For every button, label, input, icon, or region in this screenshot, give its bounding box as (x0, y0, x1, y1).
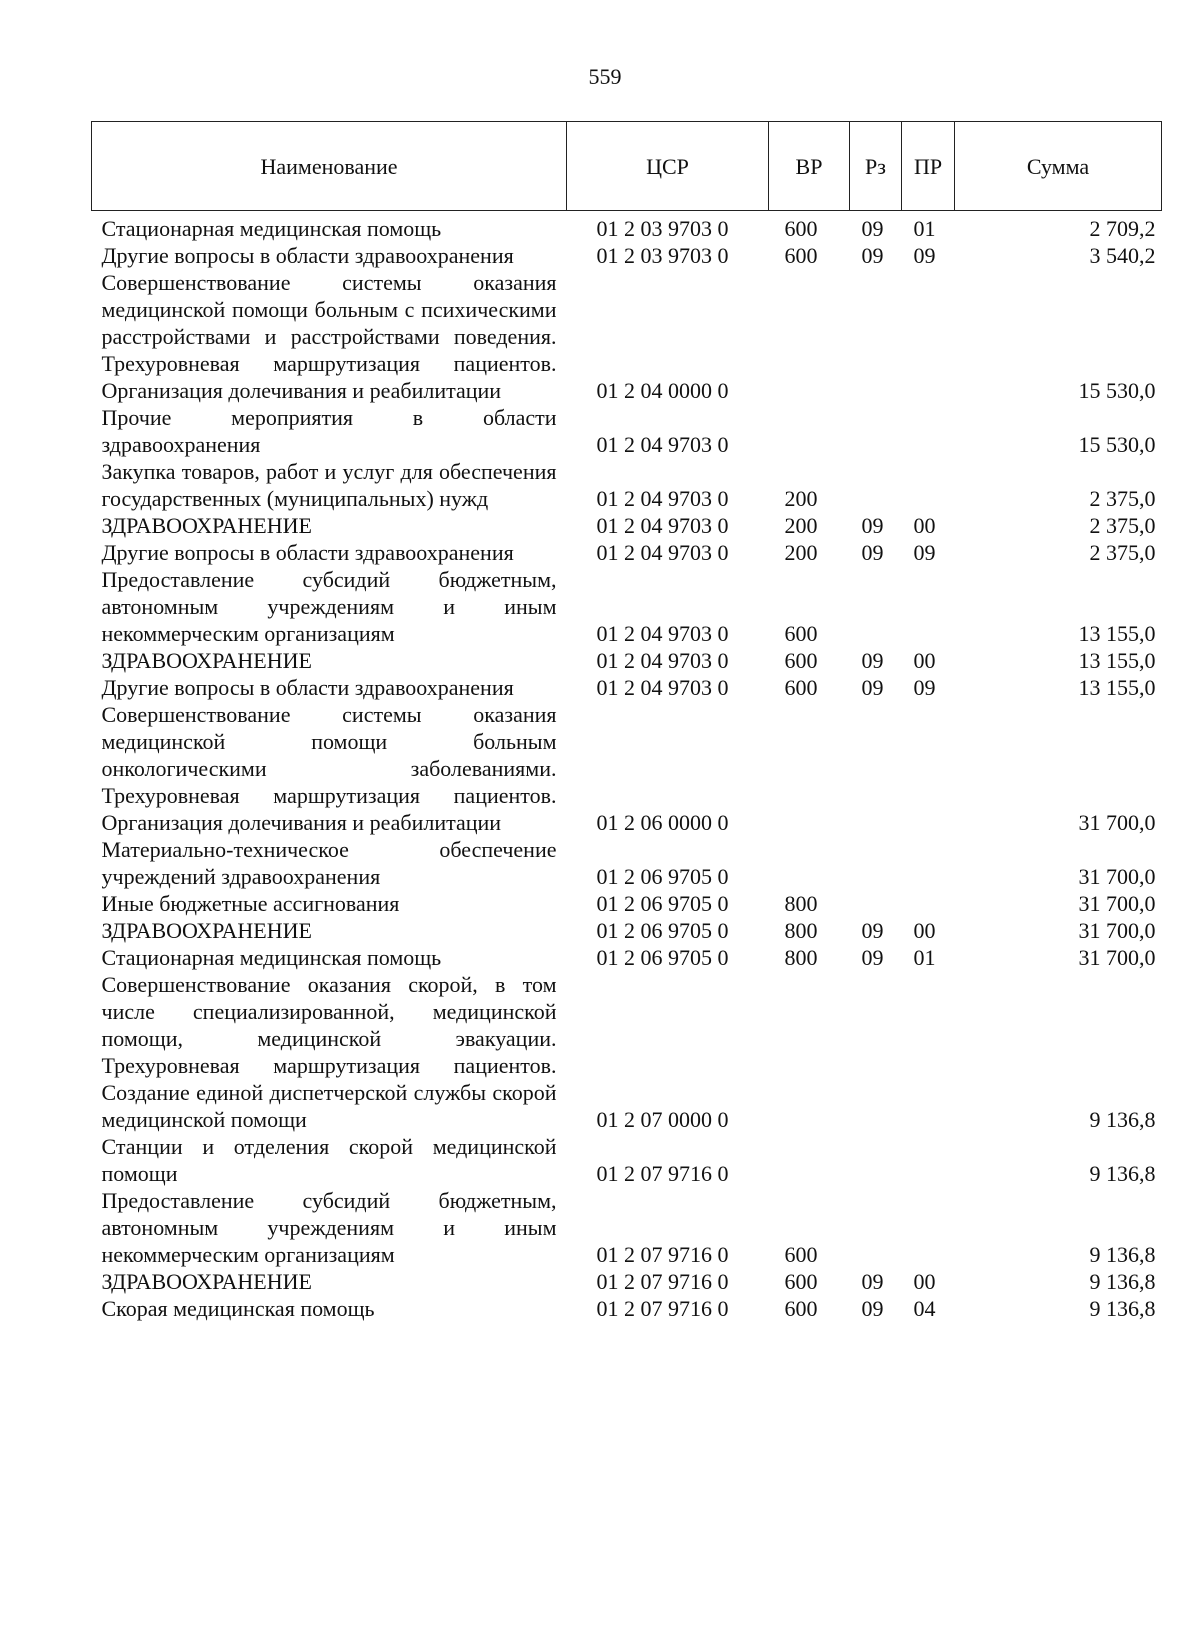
cell-name: Иные бюджетные ассигнования (101, 891, 400, 916)
cell-vr: 600 (784, 621, 818, 646)
cell-pr (902, 404, 955, 458)
header-sum: Сумма (955, 122, 1162, 211)
cell-csr: 01 2 04 9703 0 (596, 675, 729, 700)
cell-csr: 01 2 04 9703 0 (596, 486, 729, 511)
cell-csr: 01 2 06 9705 0 (596, 918, 729, 943)
cell-vr (769, 269, 850, 404)
page-number: 559 (588, 64, 622, 89)
cell-csr: 01 2 04 9703 0 (596, 513, 729, 538)
table-row (92, 836, 1162, 890)
cell-vr: 600 (784, 675, 818, 700)
cell-pr: 00 (913, 513, 936, 538)
cell-rz: 09 (861, 1269, 884, 1294)
cell-csr: 01 2 04 9703 0 (596, 621, 729, 646)
cell-name: Материально-техническое обеспечение учреждений здравоохранения (101, 837, 557, 889)
cell-sum: 13 155,0 (1078, 621, 1156, 646)
cell-rz (850, 701, 902, 836)
budget-table (91, 121, 1162, 1322)
cell-vr: 800 (784, 945, 818, 970)
cell-vr (769, 836, 850, 890)
header-row (92, 122, 1162, 211)
cell-vr: 800 (784, 891, 818, 916)
table-row (92, 971, 1162, 1133)
cell-name: Совершенствование оказания скорой, в том числе специализированной, медицинской помощи, медицинской эвакуации. Трехуровневая маршрутизация пациентов. Создание единой диспетчерской службы скорой медицинской помощи (101, 972, 557, 1132)
table-row (92, 512, 1162, 539)
cell-name: Другие вопросы в области здравоохранения (101, 540, 514, 565)
cell-pr (902, 269, 955, 404)
cell-sum: 13 155,0 (1078, 648, 1156, 673)
cell-sum: 2 709,2 (1089, 216, 1156, 241)
cell-vr: 200 (784, 486, 818, 511)
cell-name: ЗДРАВООХРАНЕНИЕ (101, 918, 312, 943)
cell-csr: 01 2 07 9716 0 (596, 1269, 729, 1294)
cell-sum: 31 700,0 (1078, 810, 1156, 835)
cell-pr: 01 (913, 216, 936, 241)
cell-vr: 600 (784, 216, 818, 241)
cell-rz (850, 566, 902, 647)
cell-vr (769, 1133, 850, 1187)
table-row (92, 890, 1162, 917)
cell-pr: 00 (913, 918, 936, 943)
cell-sum: 2 375,0 (1089, 540, 1156, 565)
cell-vr: 200 (784, 540, 818, 565)
header-rz: Рз (850, 122, 902, 211)
header-pr: ПР (902, 122, 955, 211)
cell-vr (769, 701, 850, 836)
cell-sum: 13 155,0 (1078, 675, 1156, 700)
cell-csr: 01 2 03 9703 0 (596, 216, 729, 241)
header-csr: ЦСР (567, 122, 769, 211)
cell-vr (769, 971, 850, 1133)
cell-vr: 600 (784, 243, 818, 268)
cell-pr: 04 (913, 1296, 936, 1321)
table-row (92, 1268, 1162, 1295)
cell-csr: 01 2 03 9703 0 (596, 243, 729, 268)
table-row (92, 647, 1162, 674)
cell-pr: 09 (913, 540, 936, 565)
cell-sum: 31 700,0 (1078, 864, 1156, 889)
cell-rz: 09 (861, 648, 884, 673)
cell-name: Стационарная медицинская помощь (101, 945, 442, 970)
cell-csr: 01 2 06 9705 0 (596, 891, 729, 916)
cell-sum: 9 136,8 (1089, 1269, 1156, 1294)
cell-rz: 09 (861, 243, 884, 268)
cell-csr: 01 2 07 9716 0 (596, 1242, 729, 1267)
table-row (92, 1133, 1162, 1187)
cell-csr: 01 2 06 9705 0 (596, 945, 729, 970)
cell-name: Совершенствование системы оказания медицинской помощи больным с психическими расстройствами и расстройствами поведения. Трехуровневая маршрутизация пациентов. Организация долечивания и реабилитации (101, 270, 557, 403)
cell-name: Предоставление субсидий бюджетным, автономным учреждениям и иным некоммерческим организациям (101, 1188, 557, 1267)
cell-vr: 600 (784, 648, 818, 673)
cell-sum: 9 136,8 (1089, 1296, 1156, 1321)
cell-vr: 600 (784, 1296, 818, 1321)
header-name: Наименование (92, 122, 567, 211)
cell-rz (850, 836, 902, 890)
cell-vr (769, 404, 850, 458)
table-row (92, 1187, 1162, 1268)
cell-sum: 3 540,2 (1089, 243, 1156, 268)
cell-name: Предоставление субсидий бюджетным, автономным учреждениям и иным некоммерческим организациям (101, 567, 557, 646)
cell-pr (902, 890, 955, 917)
cell-rz: 09 (861, 675, 884, 700)
cell-pr (902, 458, 955, 512)
cell-rz (850, 404, 902, 458)
cell-name: ЗДРАВООХРАНЕНИЕ (101, 648, 312, 673)
table-body (92, 211, 1162, 1323)
cell-csr: 01 2 04 9703 0 (596, 540, 729, 565)
cell-rz (850, 458, 902, 512)
cell-pr (902, 566, 955, 647)
cell-sum: 9 136,8 (1089, 1107, 1156, 1132)
table-row (92, 269, 1162, 404)
cell-pr: 00 (913, 1269, 936, 1294)
cell-rz: 09 (861, 540, 884, 565)
cell-rz: 09 (861, 945, 884, 970)
table-row (92, 211, 1162, 243)
table-row (92, 404, 1162, 458)
cell-vr: 600 (784, 1269, 818, 1294)
cell-pr (902, 1133, 955, 1187)
cell-rz: 09 (861, 918, 884, 943)
table-row (92, 1295, 1162, 1322)
cell-pr (902, 701, 955, 836)
cell-sum: 9 136,8 (1089, 1161, 1156, 1186)
cell-rz: 09 (861, 1296, 884, 1321)
cell-rz (850, 890, 902, 917)
cell-sum: 2 375,0 (1089, 513, 1156, 538)
cell-sum: 31 700,0 (1078, 891, 1156, 916)
table-row (92, 701, 1162, 836)
table-row (92, 242, 1162, 269)
cell-pr: 00 (913, 648, 936, 673)
cell-csr: 01 2 04 9703 0 (596, 648, 729, 673)
cell-name: Стационарная медицинская помощь (101, 216, 442, 241)
cell-pr (902, 836, 955, 890)
cell-sum: 9 136,8 (1089, 1242, 1156, 1267)
cell-sum: 15 530,0 (1078, 378, 1156, 403)
cell-sum: 2 375,0 (1089, 486, 1156, 511)
cell-name: Другие вопросы в области здравоохранения (101, 243, 514, 268)
cell-name: Закупка товаров, работ и услуг для обеспечения государственных (муниципальных) нужд (101, 459, 557, 511)
table-row (92, 944, 1162, 971)
cell-name: Совершенствование системы оказания медицинской помощи больным онкологическими заболеваниями. Трехуровневая маршрутизация пациентов. Организация долечивания и реабилитации (101, 702, 557, 835)
table-row (92, 458, 1162, 512)
cell-rz (850, 971, 902, 1133)
table-row (92, 566, 1162, 647)
cell-csr: 01 2 07 9716 0 (596, 1161, 729, 1186)
cell-rz (850, 1187, 902, 1268)
cell-csr: 01 2 07 9716 0 (596, 1296, 729, 1321)
table-row (92, 539, 1162, 566)
cell-pr: 09 (913, 243, 936, 268)
cell-csr: 01 2 06 0000 0 (596, 810, 729, 835)
cell-sum: 31 700,0 (1078, 945, 1156, 970)
table-header (92, 122, 1162, 211)
cell-rz (850, 1133, 902, 1187)
cell-sum: 15 530,0 (1078, 432, 1156, 457)
table-row (92, 674, 1162, 701)
cell-csr: 01 2 06 9705 0 (596, 864, 729, 889)
cell-csr: 01 2 04 9703 0 (596, 432, 729, 457)
cell-rz: 09 (861, 216, 884, 241)
cell-pr: 09 (913, 675, 936, 700)
cell-name: Станции и отделения скорой медицинской помощи (101, 1134, 557, 1186)
cell-pr (902, 971, 955, 1133)
table-row (92, 917, 1162, 944)
cell-name: Скорая медицинская помощь (101, 1296, 375, 1321)
cell-name: ЗДРАВООХРАНЕНИЕ (101, 513, 312, 538)
cell-name: Другие вопросы в области здравоохранения (101, 675, 514, 700)
cell-rz (850, 269, 902, 404)
cell-pr (902, 1187, 955, 1268)
cell-vr: 200 (784, 513, 818, 538)
cell-pr: 01 (913, 945, 936, 970)
cell-name: ЗДРАВООХРАНЕНИЕ (101, 1269, 312, 1294)
cell-vr: 600 (784, 1242, 818, 1267)
cell-sum: 31 700,0 (1078, 918, 1156, 943)
cell-csr: 01 2 07 0000 0 (596, 1107, 729, 1132)
cell-vr: 800 (784, 918, 818, 943)
header-vr: ВР (769, 122, 850, 211)
cell-rz: 09 (861, 513, 884, 538)
cell-csr: 01 2 04 0000 0 (596, 378, 729, 403)
cell-name: Прочие мероприятия в области здравоохранения (101, 405, 557, 457)
